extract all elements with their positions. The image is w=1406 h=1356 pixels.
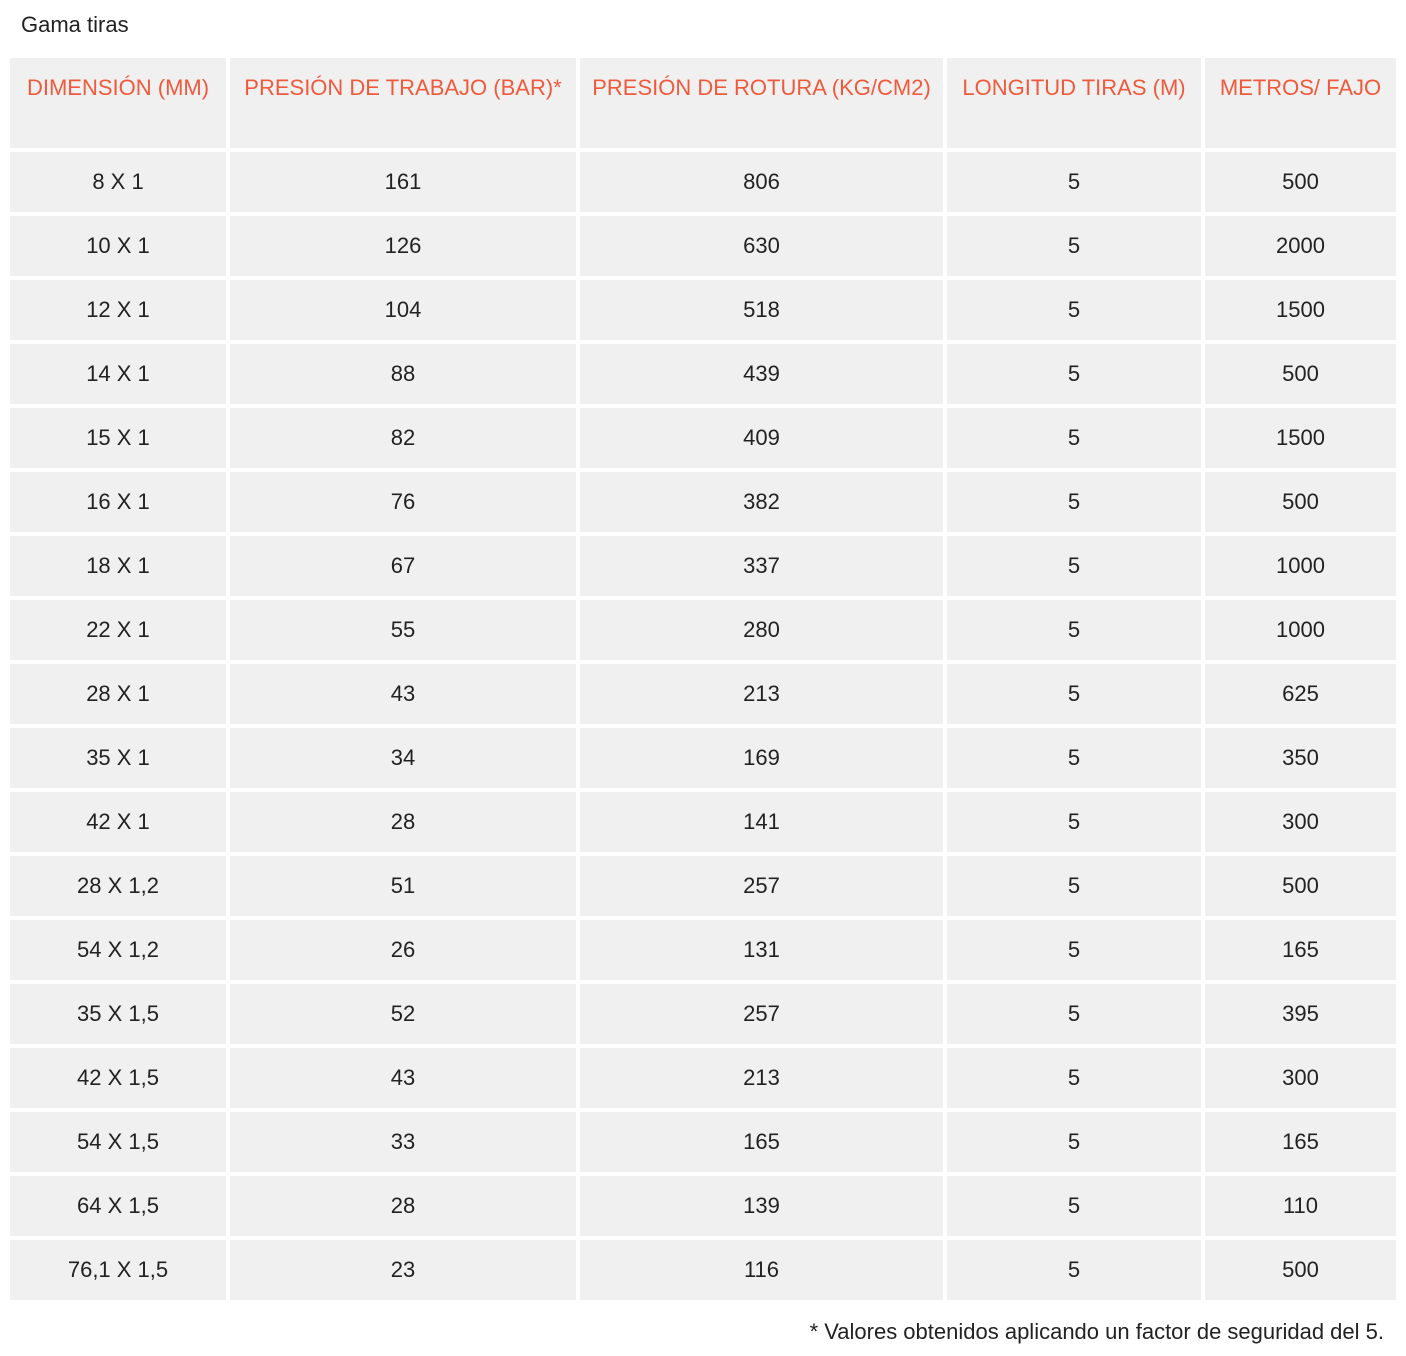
cell-working-pressure: 76 bbox=[230, 472, 576, 532]
cell-meters-per-bundle: 1500 bbox=[1205, 408, 1396, 468]
cell-burst-pressure: 409 bbox=[580, 408, 943, 468]
cell-working-pressure: 26 bbox=[230, 920, 576, 980]
cell-dimension: 16 X 1 bbox=[10, 472, 226, 532]
cell-meters-per-bundle: 500 bbox=[1205, 344, 1396, 404]
header-working-pressure: PRESIÓN DE TRABAJO (BAR)* bbox=[230, 58, 576, 148]
cell-dimension: 54 X 1,2 bbox=[10, 920, 226, 980]
cell-dimension: 28 X 1 bbox=[10, 664, 226, 724]
cell-meters-per-bundle: 2000 bbox=[1205, 216, 1396, 276]
cell-burst-pressure: 116 bbox=[580, 1240, 943, 1300]
cell-working-pressure: 28 bbox=[230, 792, 576, 852]
cell-dimension: 12 X 1 bbox=[10, 280, 226, 340]
cell-working-pressure: 43 bbox=[230, 1048, 576, 1108]
table-row bbox=[10, 152, 1396, 212]
cell-dimension: 64 X 1,5 bbox=[10, 1176, 226, 1236]
header-row bbox=[10, 58, 1396, 148]
spec-table bbox=[6, 54, 1400, 1304]
cell-strip-length: 5 bbox=[947, 1112, 1201, 1172]
cell-burst-pressure: 806 bbox=[580, 152, 943, 212]
cell-working-pressure: 55 bbox=[230, 600, 576, 660]
cell-strip-length: 5 bbox=[947, 856, 1201, 916]
table-row bbox=[10, 1176, 1396, 1236]
cell-burst-pressure: 337 bbox=[580, 536, 943, 596]
cell-dimension: 22 X 1 bbox=[10, 600, 226, 660]
cell-dimension: 35 X 1,5 bbox=[10, 984, 226, 1044]
cell-strip-length: 5 bbox=[947, 536, 1201, 596]
table-row bbox=[10, 728, 1396, 788]
cell-burst-pressure: 165 bbox=[580, 1112, 943, 1172]
table-row bbox=[10, 856, 1396, 916]
table-caption: Gama tiras bbox=[21, 12, 129, 37]
cell-burst-pressure: 213 bbox=[580, 664, 943, 724]
cell-working-pressure: 34 bbox=[230, 728, 576, 788]
cell-strip-length: 5 bbox=[947, 728, 1201, 788]
cell-strip-length: 5 bbox=[947, 1048, 1201, 1108]
cell-meters-per-bundle: 1500 bbox=[1205, 280, 1396, 340]
cell-working-pressure: 51 bbox=[230, 856, 576, 916]
cell-strip-length: 5 bbox=[947, 1240, 1201, 1300]
cell-meters-per-bundle: 300 bbox=[1205, 792, 1396, 852]
cell-working-pressure: 82 bbox=[230, 408, 576, 468]
cell-dimension: 28 X 1,2 bbox=[10, 856, 226, 916]
cell-meters-per-bundle: 1000 bbox=[1205, 536, 1396, 596]
cell-dimension: 10 X 1 bbox=[10, 216, 226, 276]
cell-strip-length: 5 bbox=[947, 344, 1201, 404]
cell-burst-pressure: 439 bbox=[580, 344, 943, 404]
cell-strip-length: 5 bbox=[947, 280, 1201, 340]
cell-working-pressure: 33 bbox=[230, 1112, 576, 1172]
cell-strip-length: 5 bbox=[947, 664, 1201, 724]
table-header bbox=[10, 58, 1396, 148]
table-row bbox=[10, 216, 1396, 276]
cell-burst-pressure: 382 bbox=[580, 472, 943, 532]
cell-working-pressure: 23 bbox=[230, 1240, 576, 1300]
cell-dimension: 35 X 1 bbox=[10, 728, 226, 788]
cell-working-pressure: 88 bbox=[230, 344, 576, 404]
table-row bbox=[10, 1112, 1396, 1172]
cell-working-pressure: 43 bbox=[230, 664, 576, 724]
cell-dimension: 76,1 X 1,5 bbox=[10, 1240, 226, 1300]
footnote: * Valores obtenidos aplicando un factor de seguridad del 5. bbox=[809, 1319, 1384, 1344]
cell-burst-pressure: 280 bbox=[580, 600, 943, 660]
cell-strip-length: 5 bbox=[947, 984, 1201, 1044]
table-row bbox=[10, 984, 1396, 1044]
header-strip-length: LONGITUD TIRAS (M) bbox=[947, 58, 1201, 148]
cell-strip-length: 5 bbox=[947, 152, 1201, 212]
cell-dimension: 8 X 1 bbox=[10, 152, 226, 212]
table-body bbox=[10, 152, 1396, 1300]
header-meters-per-bundle: METROS/ FAJO bbox=[1205, 58, 1396, 148]
cell-meters-per-bundle: 300 bbox=[1205, 1048, 1396, 1108]
cell-burst-pressure: 257 bbox=[580, 856, 943, 916]
cell-meters-per-bundle: 1000 bbox=[1205, 600, 1396, 660]
cell-working-pressure: 28 bbox=[230, 1176, 576, 1236]
cell-meters-per-bundle: 500 bbox=[1205, 472, 1396, 532]
cell-meters-per-bundle: 500 bbox=[1205, 856, 1396, 916]
cell-strip-length: 5 bbox=[947, 408, 1201, 468]
table-row bbox=[10, 920, 1396, 980]
cell-meters-per-bundle: 395 bbox=[1205, 984, 1396, 1044]
header-burst-pressure: PRESIÓN DE ROTURA (KG/CM2) bbox=[580, 58, 943, 148]
cell-working-pressure: 126 bbox=[230, 216, 576, 276]
table-row bbox=[10, 472, 1396, 532]
cell-working-pressure: 67 bbox=[230, 536, 576, 596]
table-row bbox=[10, 664, 1396, 724]
cell-burst-pressure: 518 bbox=[580, 280, 943, 340]
cell-working-pressure: 52 bbox=[230, 984, 576, 1044]
cell-meters-per-bundle: 110 bbox=[1205, 1176, 1396, 1236]
cell-burst-pressure: 131 bbox=[580, 920, 943, 980]
cell-burst-pressure: 213 bbox=[580, 1048, 943, 1108]
cell-strip-length: 5 bbox=[947, 600, 1201, 660]
cell-dimension: 18 X 1 bbox=[10, 536, 226, 596]
cell-burst-pressure: 630 bbox=[580, 216, 943, 276]
table-row bbox=[10, 344, 1396, 404]
cell-meters-per-bundle: 165 bbox=[1205, 920, 1396, 980]
table-row bbox=[10, 536, 1396, 596]
cell-meters-per-bundle: 500 bbox=[1205, 152, 1396, 212]
cell-meters-per-bundle: 165 bbox=[1205, 1112, 1396, 1172]
cell-meters-per-bundle: 350 bbox=[1205, 728, 1396, 788]
cell-dimension: 42 X 1 bbox=[10, 792, 226, 852]
cell-meters-per-bundle: 500 bbox=[1205, 1240, 1396, 1300]
cell-working-pressure: 104 bbox=[230, 280, 576, 340]
cell-dimension: 42 X 1,5 bbox=[10, 1048, 226, 1108]
cell-strip-length: 5 bbox=[947, 472, 1201, 532]
cell-burst-pressure: 169 bbox=[580, 728, 943, 788]
table-row bbox=[10, 1048, 1396, 1108]
table-row bbox=[10, 600, 1396, 660]
cell-strip-length: 5 bbox=[947, 920, 1201, 980]
cell-strip-length: 5 bbox=[947, 216, 1201, 276]
table-row bbox=[10, 1240, 1396, 1300]
cell-burst-pressure: 141 bbox=[580, 792, 943, 852]
cell-dimension: 54 X 1,5 bbox=[10, 1112, 226, 1172]
table-row bbox=[10, 792, 1396, 852]
cell-meters-per-bundle: 625 bbox=[1205, 664, 1396, 724]
cell-working-pressure: 161 bbox=[230, 152, 576, 212]
cell-burst-pressure: 257 bbox=[580, 984, 943, 1044]
cell-burst-pressure: 139 bbox=[580, 1176, 943, 1236]
cell-strip-length: 5 bbox=[947, 1176, 1201, 1236]
cell-dimension: 14 X 1 bbox=[10, 344, 226, 404]
cell-strip-length: 5 bbox=[947, 792, 1201, 852]
table-row bbox=[10, 408, 1396, 468]
cell-dimension: 15 X 1 bbox=[10, 408, 226, 468]
header-dimension: DIMENSIÓN (MM) bbox=[10, 58, 226, 148]
table-row bbox=[10, 280, 1396, 340]
